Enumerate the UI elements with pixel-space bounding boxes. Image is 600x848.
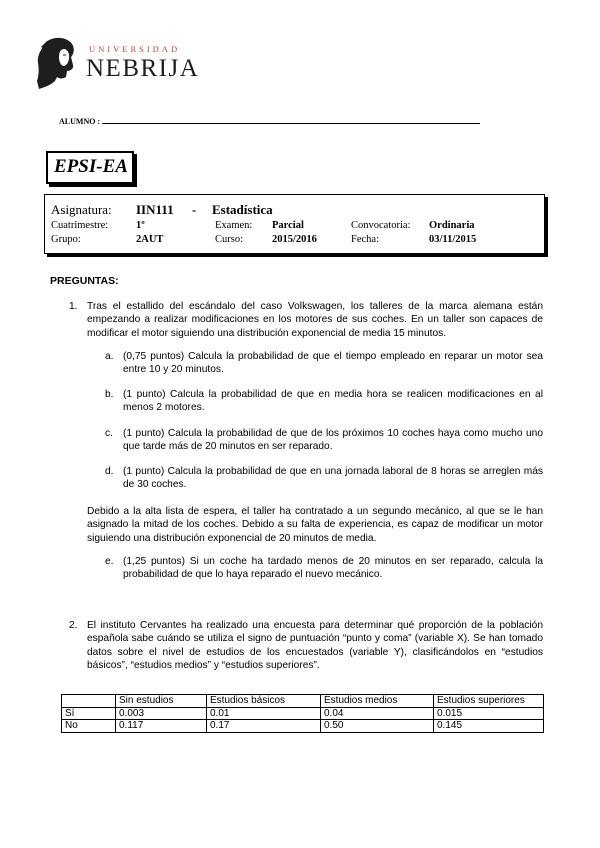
university-name: NEBRIJA	[86, 55, 200, 82]
group-label: Grupo:	[51, 234, 81, 245]
exam-type-value: Parcial	[272, 220, 304, 231]
subject-label: Asignatura:	[51, 202, 112, 217]
subject-name: Estadística	[212, 202, 273, 217]
item-b-text: (1 punto) Calcula la probabilidad de que en media hora se realicen modificaciones en al menos 2 motores.	[123, 389, 543, 414]
table-cell: 0.50	[321, 720, 434, 733]
table-cell: 0.145	[434, 720, 544, 733]
question-1-number: 1.	[69, 301, 78, 312]
exam-code-box	[46, 151, 134, 184]
item-e-label: e.	[105, 556, 114, 567]
course-value: 2015/2016	[272, 234, 317, 245]
table-row	[62, 720, 544, 733]
table-header-cell: Estudios superiores	[434, 695, 544, 708]
table-cell: 0.117	[116, 720, 207, 733]
university-logo	[33, 35, 203, 90]
item-c-text: (1 punto) Calcula la probabilidad de que de los próximos 10 coches haya como mucho uno que tarde más de 20 minutos en ser reparado.	[123, 428, 543, 453]
subject-separator: -	[192, 202, 197, 217]
table-header-row	[62, 695, 544, 708]
question-2-number: 2.	[69, 620, 78, 631]
question-1-intro: Tras el estallido del escándalo del caso Volkswagen, los talleres de la marca alemana están empezando a realizar modificaciones en los motores de sus coches. En un taller son capaces de modificar el motor siguiendo una distribución exponencial de media 15 minutos.	[87, 301, 543, 339]
student-name-line	[102, 117, 480, 124]
table-cell: 0.01	[207, 707, 321, 720]
exam-code: EPSI-EA	[54, 156, 128, 177]
date-value: 03/11/2015	[429, 234, 477, 245]
table-header-cell: Sin estudios	[116, 695, 207, 708]
term-value: 1º	[136, 220, 145, 231]
item-c-label: c.	[105, 428, 113, 439]
university-label: UNIVERSIDAD	[89, 44, 181, 54]
table-row	[62, 707, 544, 720]
table-header-cell: Estudios básicos	[207, 695, 321, 708]
item-a-label: a.	[105, 351, 114, 362]
term-label: Cuatrimestre:	[51, 220, 109, 231]
item-e-text: (1,25 puntos) Si un coche ha tardado menos de 20 minutos en ser reparado, calcula la probabilidad de que lo haya reparado el nuevo mecánico.	[123, 556, 543, 581]
student-label: ALUMNO :	[59, 117, 101, 126]
item-a-text: (0,75 puntos) Calcula la probabilidad de que el tiempo empleado en reparar un motor sea entre 10 y 20 minutos.	[123, 351, 543, 376]
table-cell: 0.04	[321, 707, 434, 720]
questions-heading: PREGUNTAS:	[50, 275, 119, 287]
table-cell: No	[62, 720, 116, 733]
group-value: 2AUT	[136, 234, 164, 245]
table-header-cell	[62, 695, 116, 708]
nebrija-portrait-icon	[33, 35, 83, 90]
survey-table	[61, 694, 544, 733]
item-d-label: d.	[105, 466, 114, 477]
item-d-text: (1 punto) Calcula la probabilidad de que en una jornada laboral de 8 horas se arreglen más de 30 coches.	[123, 466, 543, 491]
table-cell: 0.003	[116, 707, 207, 720]
exam-type-label: Examen:	[215, 220, 253, 231]
item-b-label: b.	[105, 389, 114, 400]
date-label: Fecha:	[351, 234, 379, 245]
student-name-field	[59, 117, 499, 126]
table-header-cell: Estudios medios	[321, 695, 434, 708]
session-label: Convocatoria:	[351, 220, 411, 231]
session-value: Ordinaria	[429, 220, 475, 231]
question-1-middle: Debido a la alta lista de espera, el taller ha contratado a un segundo mecánico, al que se le han asignado la mitad de los coches. Debido a su falta de experiencia, es capaz de modificar un motor siguiendo una distribución exponencial de 20 minutos de media.	[87, 506, 543, 544]
table-cell: Sí	[62, 707, 116, 720]
table-cell: 0.015	[434, 707, 544, 720]
exam-info-box	[44, 194, 545, 254]
subject-code: IIN111	[136, 202, 174, 217]
table-cell: 0.17	[207, 720, 321, 733]
question-2-intro: El instituto Cervantes ha realizado una encuesta para determinar qué proporción de la población española sabe cuándo se utiliza el signo de puntuación “punto y coma” (variable X). Se han tomado datos sobre el nivel de estudios de los encuestados (variable Y), clasificándolos en “estudios básicos”, “estudios medios” y “estudios superiores”.	[87, 620, 543, 672]
course-label: Curso:	[215, 234, 244, 245]
